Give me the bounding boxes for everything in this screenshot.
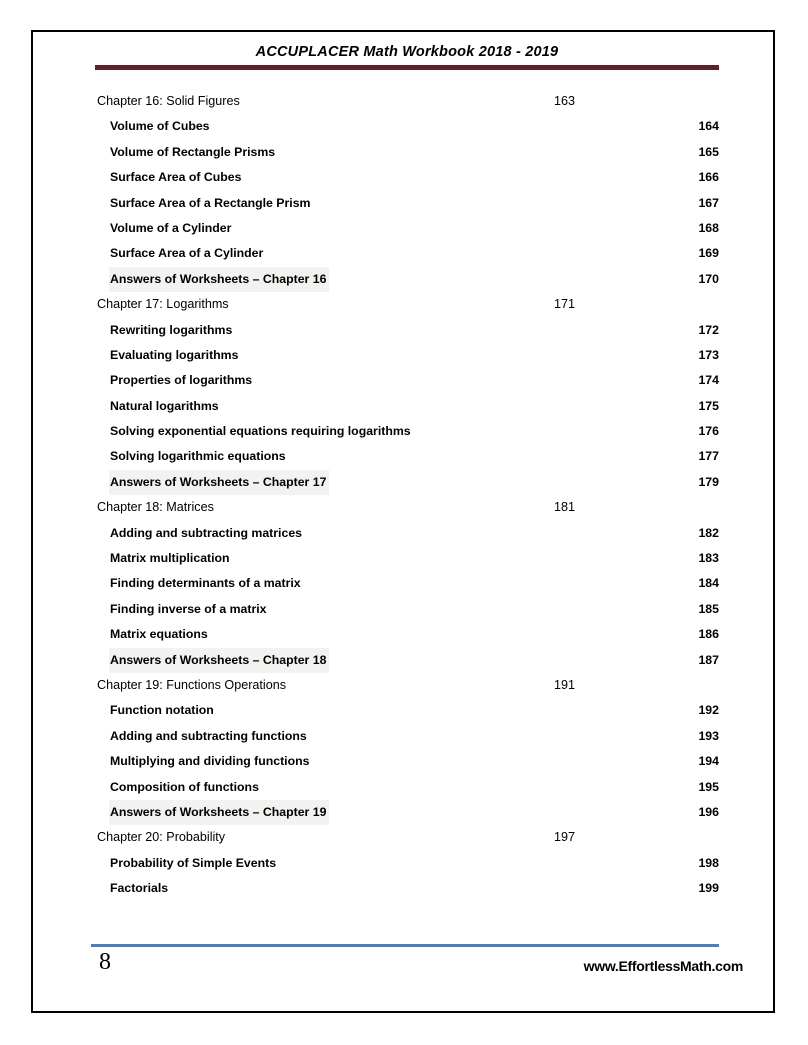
toc-entry-label: Function notation [110,703,214,718]
toc-entry-row[interactable] [95,698,719,723]
toc-entry-label: Chapter 17: Logarithms [97,297,229,312]
toc-page-number: 165 [698,144,719,159]
toc-dot-leader [232,550,699,562]
toc-page-number: 168 [698,220,719,235]
toc-page-number: 166 [698,170,719,185]
toc-dot-leader [231,296,554,309]
toc-page-number: 194 [698,754,719,769]
toc-page-number: 196 [698,804,719,819]
toc-entry-label: Matrix multiplication [110,551,230,566]
toc-chapter-row[interactable] [95,292,719,317]
toc-page-number: 187 [698,652,719,667]
toc-entry-row[interactable] [95,571,719,596]
page-sheet [31,30,775,1013]
toc-entry-row[interactable] [95,419,719,444]
toc-chapter-row[interactable] [95,89,719,114]
toc-entry-label: Adding and subtracting matrices [110,525,302,540]
toc-page-number: 164 [698,119,719,134]
running-header-title: ACCUPLACER Math Workbook 2018 - 2019 [255,44,559,60]
toc-chapter-row[interactable] [95,495,719,520]
toc-dot-leader [233,220,698,232]
toc-entry-label: Natural logarithms [110,398,219,413]
toc-entry-row[interactable] [95,318,719,343]
toc-page-number: 193 [698,728,719,743]
toc-entry-row[interactable] [95,140,719,165]
toc-entry-row[interactable] [95,597,719,622]
toc-entry-row[interactable] [95,648,719,673]
toc-entry-label: Finding determinants of a matrix [110,576,301,591]
toc-page-number: 177 [698,449,719,464]
toc-entry-label: Surface Area of a Cylinder [110,246,264,261]
toc-page-number: 170 [698,271,719,286]
toc-entry-label: Probability of Simple Events [110,855,277,870]
toc-entry-label: Volume of Rectangle Prisms [110,144,276,159]
toc-dot-leader [170,880,698,892]
toc-page-number: 195 [698,779,719,794]
toc-dot-leader [227,829,554,842]
toc-page-number: 172 [698,322,719,337]
toc-entry-label: Rewriting logarithms [110,322,233,337]
toc-dot-leader [210,626,699,638]
toc-dot-leader [304,524,698,536]
toc-dot-leader [303,575,699,587]
toc-page-number: 186 [698,627,719,642]
toc-page-number: 185 [698,601,719,616]
footer-page-number: 8 [99,949,111,975]
toc-entry-label: Volume of Cubes [110,119,210,134]
toc-dot-leader [234,321,698,333]
toc-entry-row[interactable] [95,521,719,546]
toc-dot-leader [413,423,699,435]
toc-dot-leader [254,372,698,384]
toc-entry-label: Adding and subtracting functions [110,728,307,743]
page-content-area [33,32,773,1011]
toc-entry-row[interactable] [95,191,719,216]
toc-entry-row[interactable] [95,724,719,749]
toc-entry-label: Answers of Worksheets – Chapter 17 [110,470,328,495]
toc-entry-label: Solving exponential equations requiring logarithms [110,424,411,439]
toc-chapter-row[interactable] [95,825,719,850]
toc-dot-leader [216,702,699,714]
toc-page-number: 182 [698,525,719,540]
toc-entry-label: Surface Area of a Rectangle Prism [110,195,311,210]
toc-entry-label: Chapter 16: Solid Figures [97,94,240,108]
toc-dot-leader [277,143,698,155]
toc-entry-row[interactable] [95,800,719,825]
toc-entry-label: Solving logarithmic equations [110,449,286,464]
toc-entry-row[interactable] [95,851,719,876]
toc-entry-row[interactable] [95,368,719,393]
toc-page-number: 173 [698,347,719,362]
toc-entry-row[interactable] [95,622,719,647]
toc-page-number: 169 [698,246,719,261]
toc-page-number: 183 [698,551,719,566]
toc-page-number: 181 [553,500,575,515]
toc-entry-row[interactable] [95,165,719,190]
toc-dot-leader [265,245,698,257]
toc-dot-leader [328,474,698,486]
toc-entry-row[interactable] [95,444,719,469]
toc-page-number: 192 [698,703,719,718]
toc-entry-label: Properties of logarithms [110,373,253,388]
toc-dot-leader [212,118,699,130]
toc-page-number: 191 [553,677,575,692]
toc-page-number: 197 [553,830,575,845]
toc-entry-label: Chapter 18: Matrices [97,500,214,515]
toc-entry-label: Answers of Worksheets – Chapter 19 [110,800,328,825]
toc-dot-leader [216,499,554,512]
toc-entry-label: Evaluating logarithms [110,347,239,362]
toc-entry-label: Factorials [110,881,169,896]
toc-page-number: 198 [698,855,719,870]
toc-entry-label: Volume of a Cylinder [110,220,232,235]
footer-divider-rule [91,944,719,947]
toc-dot-leader [328,270,698,282]
toc-entry-label: Chapter 20: Probability [97,830,226,845]
toc-dot-leader [240,347,698,359]
toc-chapter-row[interactable] [95,673,719,698]
toc-dot-leader [221,397,699,409]
toc-dot-leader [311,753,698,765]
toc-entry-row[interactable] [95,216,719,241]
toc-dot-leader [288,448,699,460]
toc-entry-row[interactable] [95,749,719,774]
toc-entry-label: Answers of Worksheets – Chapter 18 [110,648,328,673]
toc-entry-label: Finding inverse of a matrix [110,601,267,616]
toc-entry-row[interactable] [95,241,719,266]
toc-page-number: 171 [553,297,575,312]
toc-entry-label: Multiplying and dividing functions [110,754,310,769]
toc-entry-label: Chapter 19: Functions Operations [97,677,287,692]
toc-entry-label: Composition of functions [110,779,259,794]
toc-dot-leader [309,727,699,739]
toc-dot-leader [278,854,698,866]
toc-entry-row[interactable] [95,343,719,368]
toc-page-number: 167 [698,195,719,210]
header-divider-rule [95,65,719,70]
toc-page-number: 163 [553,94,575,108]
toc-entry-row[interactable] [95,470,719,495]
toc-page-number: 179 [698,474,719,489]
toc-entry-row[interactable] [95,394,719,419]
toc-page-number: 176 [698,424,719,439]
toc-entry-row[interactable] [95,775,719,800]
footer-website-url: www.EffortlessMath.com [583,958,743,974]
toc-dot-leader [268,601,698,613]
toc-dot-leader [328,804,698,816]
toc-dot-leader [312,194,698,206]
toc-dot-leader [242,92,554,105]
toc-dot-leader [243,169,698,181]
toc-dot-leader [288,676,554,689]
toc-entry-label: Surface Area of Cubes [110,170,242,185]
toc-entry-row[interactable] [95,114,719,139]
toc-entry-label: Answers of Worksheets – Chapter 16 [110,267,328,292]
toc-entry-row[interactable] [95,267,719,292]
toc-entry-label: Matrix equations [110,627,208,642]
toc-page-number: 174 [698,373,719,388]
toc-dot-leader [261,778,699,790]
toc-page-number: 175 [698,398,719,413]
toc-entry-row[interactable] [95,546,719,571]
toc-page-number: 199 [698,881,719,896]
toc-page-number: 184 [698,576,719,591]
toc-dot-leader [328,651,698,663]
table-of-contents [95,89,719,902]
toc-entry-row[interactable] [95,876,719,901]
